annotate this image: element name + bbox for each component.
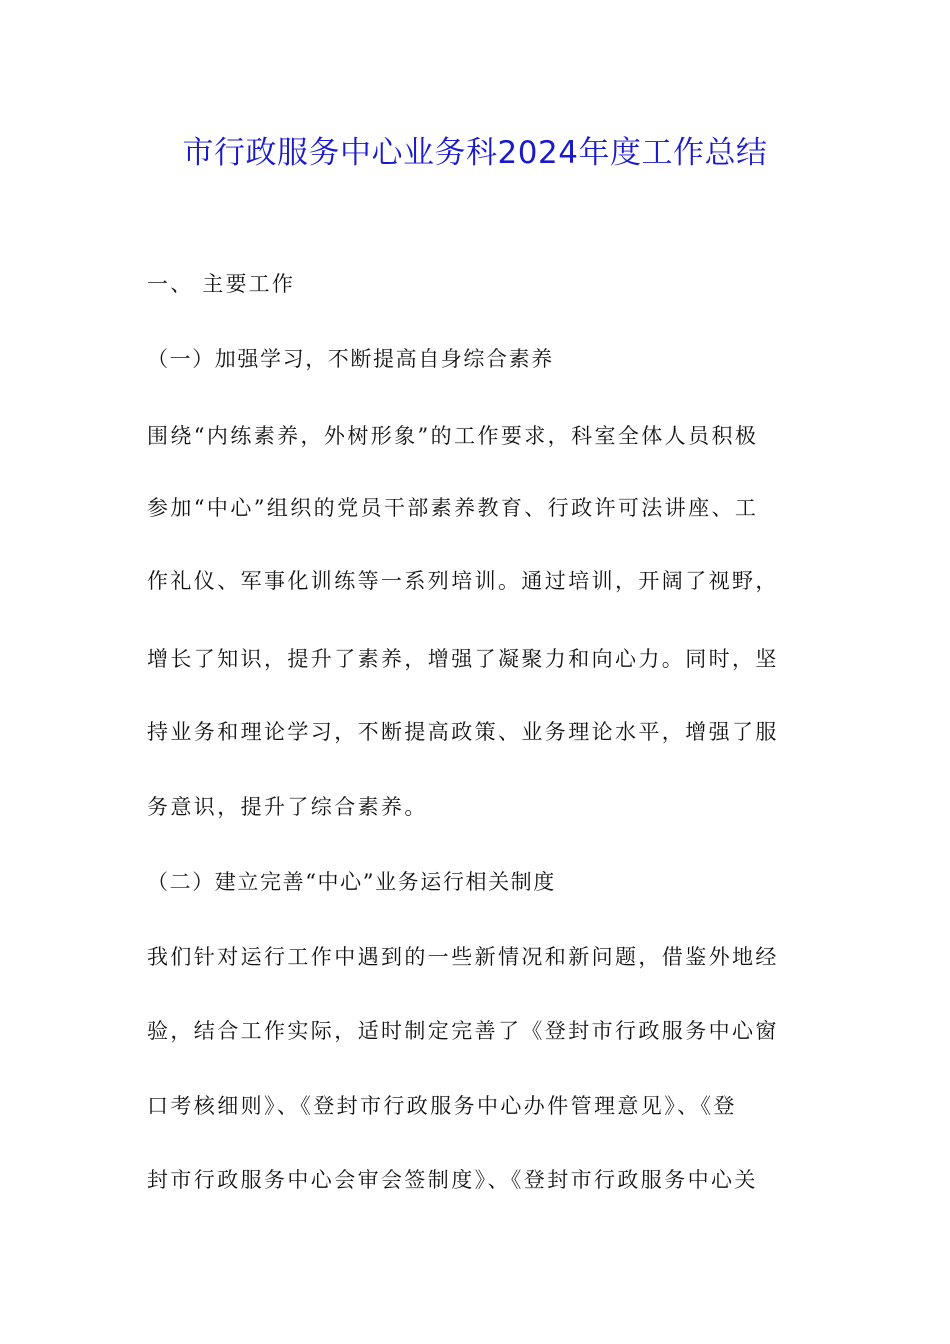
paragraph-line: 口考核细则》、《登封市行政服务中心办件管理意见》、《登 bbox=[147, 1094, 737, 1118]
document-title: 市行政服务中心业务科2024年度工作总结 bbox=[182, 135, 768, 171]
subsection-heading-study: （一）加强学习，不断提高自身综合素养 bbox=[147, 347, 554, 371]
paragraph-line: 持业务和理论学习，不断提高政策、业务理论水平，增强了服 bbox=[147, 720, 779, 744]
paragraph-line: 围绕“内练素养，外树形象”的工作要求，科室全体人员积极 bbox=[147, 424, 759, 448]
paragraph-line: 参加“中心”组织的党员干部素养教育、行政许可法讲座、工 bbox=[147, 496, 759, 520]
paragraph-line: 务意识，提升了综合素养。 bbox=[147, 795, 428, 819]
paragraph-line: 我们针对运行工作中遇到的一些新情况和新问题，借鉴外地经 bbox=[147, 945, 779, 969]
subsection-heading-system: （二）建立完善“中心”业务运行相关制度 bbox=[147, 870, 556, 894]
paragraph-line: 验，结合工作实际，适时制定完善了《登封市行政服务中心窗 bbox=[147, 1019, 779, 1043]
paragraph-line: 增长了知识，提升了素养，增强了凝聚力和向心力。同时，坚 bbox=[147, 647, 779, 671]
paragraph-line: 作礼仪、军事化训练等一系列培训。通过培训，开阔了视野， bbox=[147, 569, 779, 593]
section-heading-main-work: 一、 主要工作 bbox=[147, 272, 296, 296]
paragraph-line: 封市行政服务中心会审会签制度》、《登封市行政服务中心关 bbox=[147, 1168, 758, 1192]
